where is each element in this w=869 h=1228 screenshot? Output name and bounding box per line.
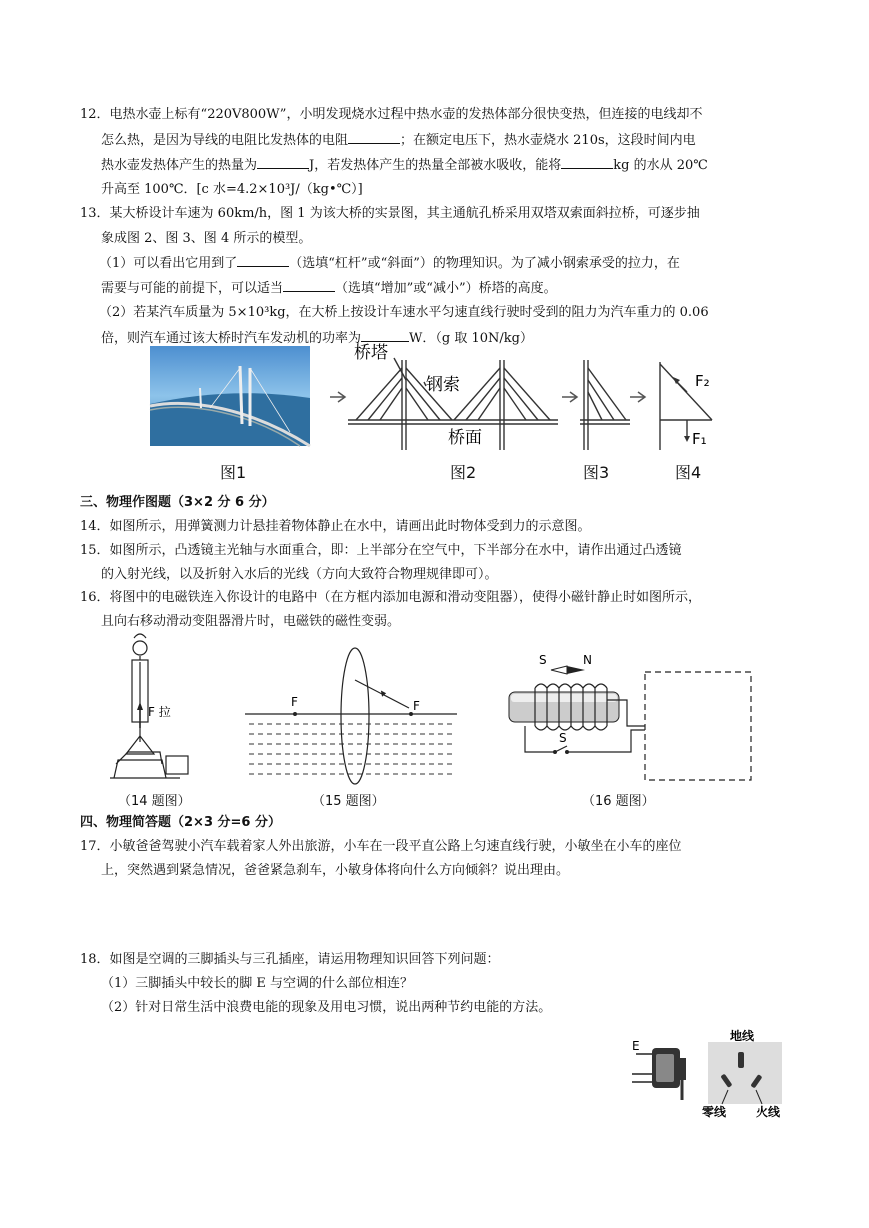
- label-neutral: 零线: [702, 1105, 727, 1119]
- label-deck: 桥面: [448, 428, 482, 448]
- q12-line1: 12．电热水壶上标有“220V800W”，小明发现烧水过程中热水壶的发热体部分很快变热，但连接的电线却不: [80, 107, 703, 122]
- answer-blank-lever[interactable]: [237, 254, 289, 267]
- answer-blank-mass[interactable]: [561, 156, 613, 169]
- q13-text: （1）可以看出它用到了: [99, 256, 238, 271]
- label-needle-n: N: [583, 653, 592, 667]
- q18-line1: 18．如图是空调的三脚插头与三孔插座，请运用物理知识回答下列问题：: [80, 952, 500, 967]
- electromagnet-figure[interactable]: [505, 650, 755, 785]
- label-f1: F₁: [692, 430, 707, 448]
- q13-line1: 13．某大桥设计车速为 60km/h，图 1 为该大桥的实景图，其主通航孔桥采用双塔双索面斜拉桥，可逐步抽: [80, 206, 700, 221]
- label-focus-left: F: [291, 695, 298, 709]
- caption-fig1: 图1: [220, 463, 247, 482]
- q12-line4: 升高至 100℃．[c 水=4.2×10³J/（kg•℃）]: [101, 182, 363, 197]
- q12-line2: [101, 131, 696, 150]
- q12-text: J，若发热体产生的热量全部被水吸收，能将: [309, 158, 562, 173]
- answer-blank-resistance[interactable]: [348, 131, 400, 144]
- caption-q14: （14 题图）: [118, 794, 191, 809]
- q14-line1: 14．如图所示，用弹簧测力计悬挂着物体静止在水中，请画出此时物体受到力的示意图。: [80, 519, 591, 534]
- q15-line1: 15．如图所示，凸透镜主光轴与水面重合，即：上半部分在空气中，下半部分在水中，请作出通过凸透镜: [80, 543, 682, 558]
- label-focus-right: F: [413, 699, 420, 713]
- q18-line3: （2）针对日常生活中浪费电能的现象及用电习惯，说出两种节约电能的方法。: [101, 1000, 552, 1015]
- q12-line3: [101, 156, 708, 175]
- q13-line5: （2）若某汽车质量为 5×10³kg，在大桥上按设计车速水平匀速直线行驶时受到的阻力为汽车重力的 0.06: [99, 305, 709, 320]
- label-needle-s: S: [539, 653, 547, 667]
- label-f2: F₂: [695, 372, 710, 390]
- q16-line2: 且向右移动滑动变阻器滑片时，电磁铁的磁性变弱。: [101, 614, 401, 629]
- section-title-drawing: 三、物理作图题（3×2 分 6 分）: [80, 495, 275, 510]
- q12-text: kg 的水从 20℃: [613, 158, 708, 173]
- q13-line2: 象成图 2、图 3、图 4 所示的模型。: [101, 231, 312, 246]
- q16-line1: 16．将图中的电磁铁连入你设计的电路中（在方框内添加电源和滑动变阻器），使得小磁针静止时如图所示，: [80, 590, 702, 605]
- label-tower: 桥塔: [354, 343, 388, 363]
- answer-blank-height[interactable]: [283, 279, 335, 292]
- caption-q15: （15 题图）: [312, 794, 385, 809]
- label-ground: 地线: [730, 1029, 755, 1043]
- q12-text: ；在额定电压下，热水壶烧水 210s，这段时间内电: [400, 133, 696, 148]
- label-switch-s: S: [559, 731, 567, 745]
- caption-fig3: 图3: [583, 463, 610, 482]
- lens-water-figure[interactable]: [245, 640, 457, 785]
- q13-text: 需要与可能的前提下，可以适当: [101, 281, 284, 296]
- caption-q16: （16 题图）: [582, 794, 655, 809]
- answer-blank-heat[interactable]: [257, 156, 309, 169]
- q18-line2: （1）三脚插头中较长的脚 E 与空调的什么部位相连？: [101, 976, 414, 991]
- plug-socket-figure: [628, 1028, 788, 1120]
- bridge-model-figure: [330, 340, 730, 485]
- q13-text: （选填“杠杆”或“斜面”）的物理知识。为了减小钢索承受的拉力，在: [289, 256, 680, 271]
- q13-text: 倍，则汽车通过该大桥时汽车发动机的功率为: [101, 331, 362, 346]
- spring-scale-figure[interactable]: [110, 632, 200, 784]
- label-live: 火线: [756, 1105, 781, 1119]
- section-title-short-answer: 四、物理简答题（2×3 分=6 分）: [80, 815, 281, 830]
- q13-text: （选填“增加”或“减小”）桥塔的高度。: [335, 281, 557, 296]
- q13-line3: [99, 254, 680, 273]
- caption-fig2: 图2: [450, 463, 477, 482]
- caption-fig4: 图4: [675, 463, 702, 482]
- q17-line2: 上，突然遇到紧急情况，爸爸紧急刹车，小敏身体将向什么方向倾斜？说出理由。: [101, 863, 570, 878]
- q12-text: 热水壶发热体产生的热量为: [101, 158, 258, 173]
- q17-line1: 17．小敏爸爸驾驶小汽车载着家人外出旅游，小车在一段平直公路上匀速直线行驶，小敏坐在小车的座位: [80, 839, 682, 854]
- label-pin-e: E: [632, 1039, 640, 1053]
- q15-line2: 的入射光线，以及折射入水后的光线（方向大致符合物理规律即可）。: [101, 567, 498, 582]
- q13-text: W．（g 取 10N/kg）: [409, 331, 533, 346]
- label-cable: 钢索: [426, 375, 460, 395]
- circuit-design-box[interactable]: [645, 672, 751, 780]
- q12-text: 怎么热，是因为导线的电阻比发热体的电阻: [101, 133, 349, 148]
- label-f-pull: F 拉: [148, 705, 171, 719]
- bridge-photo: [150, 346, 310, 446]
- q13-line4: [101, 279, 557, 298]
